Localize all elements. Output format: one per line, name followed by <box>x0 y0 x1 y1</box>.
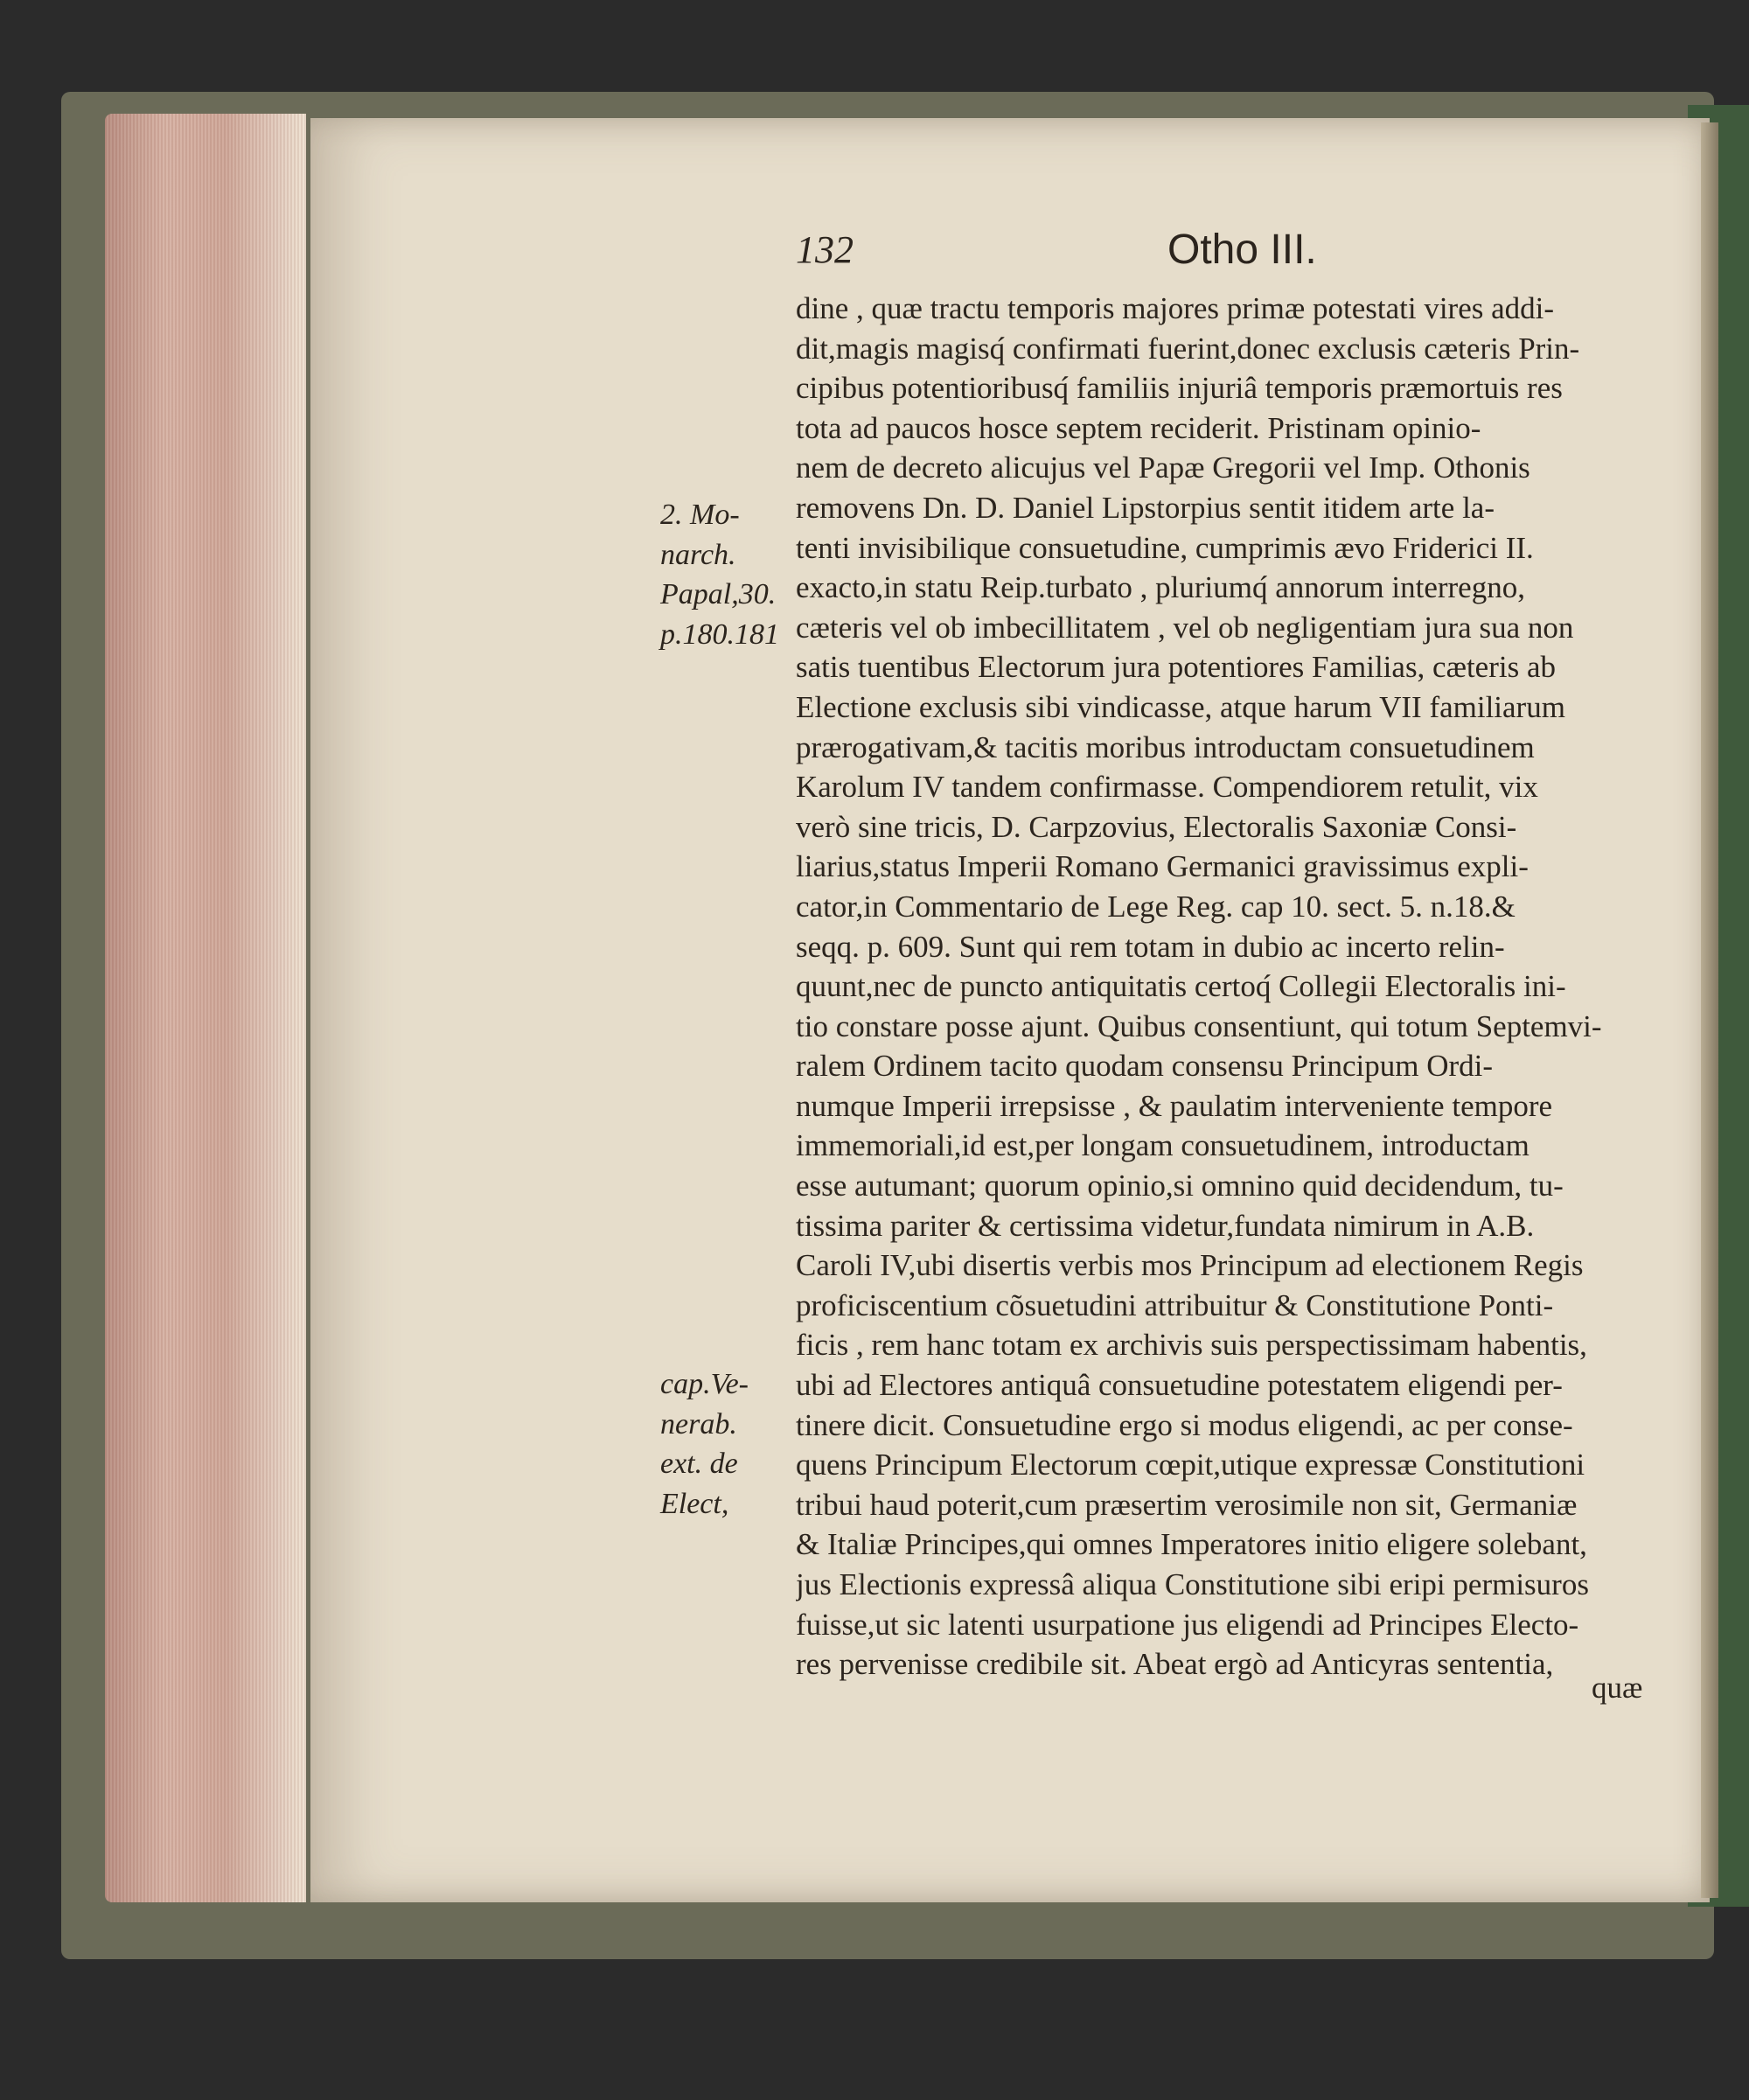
page-header <box>796 226 1670 287</box>
text-line: tio constare posse ajunt. Quibus consentiunt, qui totum Septemvi- <box>796 1008 1602 1043</box>
text-line: proficiscentium cõsuetudini attribuitur & Constitutione Ponti- <box>796 1287 1554 1322</box>
text-line: jus Electionis expressâ aliqua Constitutione sibi eripi permisuros <box>796 1567 1589 1601</box>
margin-note-line: Elect, <box>660 1487 729 1520</box>
text-line: nem de decreto alicujus vel Papæ Gregorii vel Imp. Othonis <box>796 450 1530 485</box>
text-line: verò sine tricis, D. Carpzovius, Electoralis Saxoniæ Consi- <box>796 809 1517 844</box>
text-line: Karolum IV tandem confirmasse. Compendiorem retulit, vix <box>796 770 1538 805</box>
text-line: tota ad paucos hosce septem reciderit. Pristinam opinio- <box>796 410 1481 445</box>
margin-note-line: narch. <box>660 538 736 571</box>
margin-note-line: cap.Ve- <box>660 1368 749 1400</box>
text-line: removens Dn. D. Daniel Lipstorpius sentit itidem arte la- <box>796 490 1495 525</box>
text-line: Caroli IV,ubi disertis verbis mos Principum ad electionem Regis <box>796 1248 1584 1283</box>
page-block-edge <box>105 114 306 1902</box>
body-text <box>796 289 1662 1685</box>
text-line: ralem Ordinem tacito quodam consensu Principum Ordi- <box>796 1049 1494 1084</box>
text-line: tenti invisibilique consuetudine, cumprimis ævo Friderici II. <box>796 530 1534 565</box>
text-line: & Italiæ Principes,qui omnes Imperatores initio eligere solebant, <box>796 1527 1587 1562</box>
margin-note <box>660 1364 791 1524</box>
margin-note-line: ext. de <box>660 1448 738 1481</box>
text-line: exacto,in statu Reip.turbato , pluriumq́ annorum interregno, <box>796 570 1525 605</box>
page-number: 132 <box>796 228 854 271</box>
margin-note-line: nerab. <box>660 1407 737 1441</box>
text-line: tinere dicit. Consuetudine ergo si modus eligendi, ac per conse- <box>796 1407 1573 1442</box>
text-line: immemoriali,id est,per longam consuetudinem, introductam <box>796 1128 1530 1163</box>
text-line: ubi ad Electores antiquâ consuetudine potestatem eligendi per- <box>796 1368 1563 1403</box>
text-line: cipibus potentioribusq́ familiis injuriâ temporis præmortuis res <box>796 371 1563 406</box>
text-line: numque Imperii irrepsisse , & paulatim interveniente tempore <box>796 1088 1553 1123</box>
text-line: dit,magis magisq́ confirmati fuerint,donec exclusis cæteris Prin- <box>796 331 1580 366</box>
text-line: seqq. p. 609. Sunt qui rem totam in dubio ac incerto relin- <box>796 929 1505 964</box>
text-line: quens Principum Electorum cœpit,utique expressæ Constitutioni <box>796 1448 1585 1483</box>
text-line: satis tuentibus Electorum jura potentiores Familias, cæteris ab <box>796 650 1556 685</box>
margin-note-line: p.180.181 <box>660 617 779 651</box>
text-line: esse autumant; quorum opinio,si omnino quid decidendum, tu- <box>796 1169 1564 1203</box>
text-line: ficis , rem hanc totam ex archivis suis perspectissimam habentis, <box>796 1328 1587 1363</box>
text-line: quunt,nec de puncto antiquitatis certoq́ Collegii Electoralis ini- <box>796 969 1566 1004</box>
margin-note-line: Papal,30. <box>660 578 777 611</box>
page-gutter <box>1701 122 1718 1898</box>
text-line: Electione exclusis sibi vindicasse, atque harum VII familiarum <box>796 689 1565 724</box>
catchword: quæ <box>1592 1671 1643 1705</box>
margin-note-line: 2. Mo- <box>660 499 740 531</box>
margin-note <box>660 495 791 654</box>
text-line: prærogativam,& tacitis moribus introductam consuetudinem <box>796 729 1535 764</box>
text-line: cator,in Commentario de Lege Reg. cap 10. sect. 5. n.18.& <box>796 889 1516 924</box>
running-title: Otho III. <box>1167 227 1317 273</box>
text-line: cæteris vel ob imbecillitatem , vel ob negligentiam jura sua non <box>796 610 1574 645</box>
text-line: tissima pariter & certissima videtur,fundata nimirum in A.B. <box>796 1208 1535 1243</box>
text-line: liarius,status Imperii Romano Germanici gravissimus expli- <box>796 849 1529 884</box>
text-line: res pervenisse credibile sit. Abeat ergò ad Anticyras sententia, <box>796 1647 1554 1682</box>
text-line: fuisse,ut sic latenti usurpatione jus eligendi ad Principes Electo- <box>796 1607 1579 1642</box>
text-line: tribui haud poterit,cum præsertim verosimile non sit, Germaniæ <box>796 1487 1578 1522</box>
text-line: dine , quæ tractu temporis majores primæ potestati vires addi- <box>796 291 1555 325</box>
